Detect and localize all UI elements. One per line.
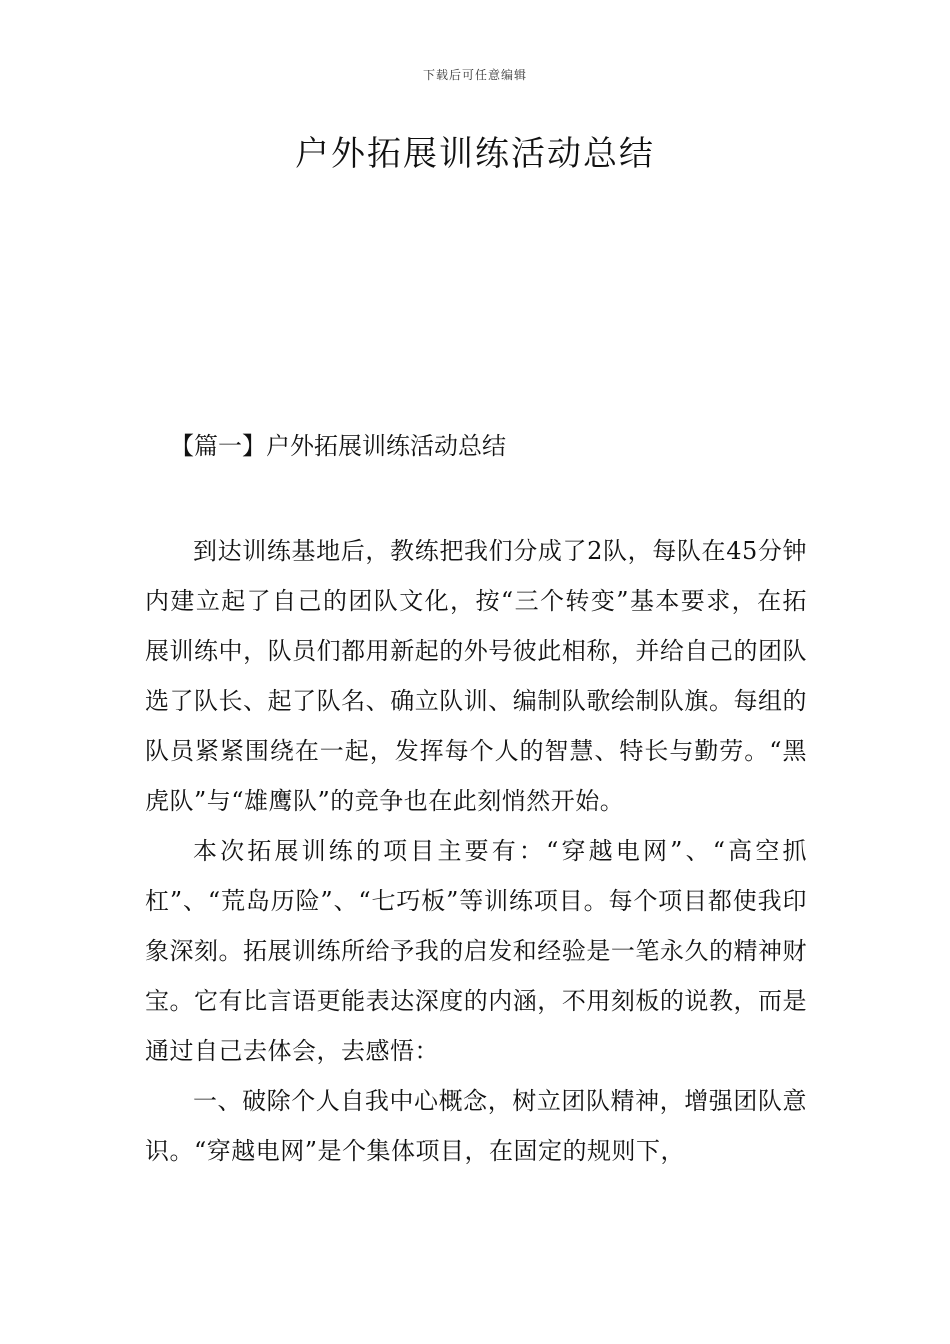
body-text [145, 526, 807, 1176]
paragraph: 本次拓展训练的项目主要有：“穿越电网”、“高空抓杠”、“荒岛历险”、“七巧板”等训练项目。每个项目都使我印象深刻。拓展训练所给予我的启发和经验是一笔永久的精神财宝。它有比言语更能表达深度的内涵，不用刻板的说教，而是通过自己去体会，去感悟： [145, 837, 807, 1065]
paragraph: 一、破除个人自我中心概念，树立团队精神，增强团队意识。“穿越电网”是个集体项目，在固定的规则下， [145, 1087, 807, 1165]
section-heading: 【篇一】户外拓展训练活动总结 [170, 432, 506, 460]
paragraph: 到达训练基地后，教练把我们分成了2队，每队在45分钟内建立起了自己的团队文化，按“三个转变”基本要求，在拓展训练中，队员们都用新起的外号彼此相称，并给自己的团队选了队长、起了队名、确立队训、编制队歌绘制队旗。每组的队员紧紧围绕在一起，发挥每个人的智慧、特长与勤劳。“黑虎队”与“雄鹰队”的竞争也在此刻悄然开始。 [145, 537, 807, 815]
document-title: 户外拓展训练活动总结 [295, 134, 655, 174]
header-note: 下载后可任意编辑 [422, 68, 527, 82]
